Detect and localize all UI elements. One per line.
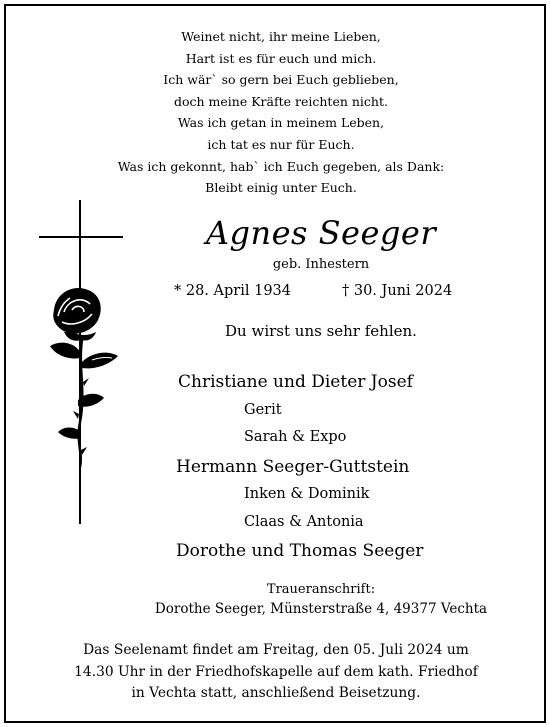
obituary-notice xyxy=(4,4,546,723)
death-date: † 30. Juni 2024 xyxy=(342,283,453,299)
poem xyxy=(116,26,446,199)
address-label: Traueranschrift: xyxy=(266,582,376,597)
motto: Du wirst uns sehr fehlen. xyxy=(225,322,417,340)
service-line: in Vechta statt, anschließend Beisetzung. xyxy=(131,685,421,701)
family-member: Dorothe und Thomas Seeger xyxy=(176,541,424,561)
born-name: geb. Inhestern xyxy=(272,257,370,272)
poem-line: ich tat es nur für Euch. xyxy=(207,136,355,152)
family-member: Sarah & Expo xyxy=(244,429,347,445)
deceased-name: Agnes Seeger xyxy=(205,214,437,252)
service-line: 14.30 Uhr in der Friedhofskapelle auf dem kath. Friedhof xyxy=(74,663,478,680)
poem-line: Bleibt einig unter Euch. xyxy=(205,180,357,196)
poem-line: Was ich getan in meinem Leben, xyxy=(177,115,385,131)
family-member: Claas & Antonia xyxy=(244,514,364,530)
family-member: Inken & Dominik xyxy=(244,486,370,502)
family-member: Gerit xyxy=(244,402,282,418)
poem-line: Weinet nicht, ihr meine Lieben, xyxy=(181,29,381,44)
poem-line: Was ich gekonnt, hab` ich Euch gegeben, als Dank: xyxy=(117,158,445,174)
service-line: Das Seelenamt findet am Freitag, den 05. Juli 2024 um xyxy=(83,642,469,658)
service-info xyxy=(36,640,516,705)
birth-date: * 28. April 1934 xyxy=(174,283,291,299)
cross-with-rose-icon xyxy=(34,192,134,532)
family-member: Christiane und Dieter Josef xyxy=(178,372,413,392)
family-member: Hermann Seeger-Guttstein xyxy=(176,457,410,477)
poem-line: doch meine Kräfte reichten nicht. xyxy=(174,93,388,109)
poem-line: Ich wär` so gern bei Euch geblieben, xyxy=(163,72,399,88)
poem-line: Hart ist es für euch und mich. xyxy=(185,50,377,66)
address-line: Dorothe Seeger, Münsterstraße 4, 49377 Vechta xyxy=(154,601,488,617)
